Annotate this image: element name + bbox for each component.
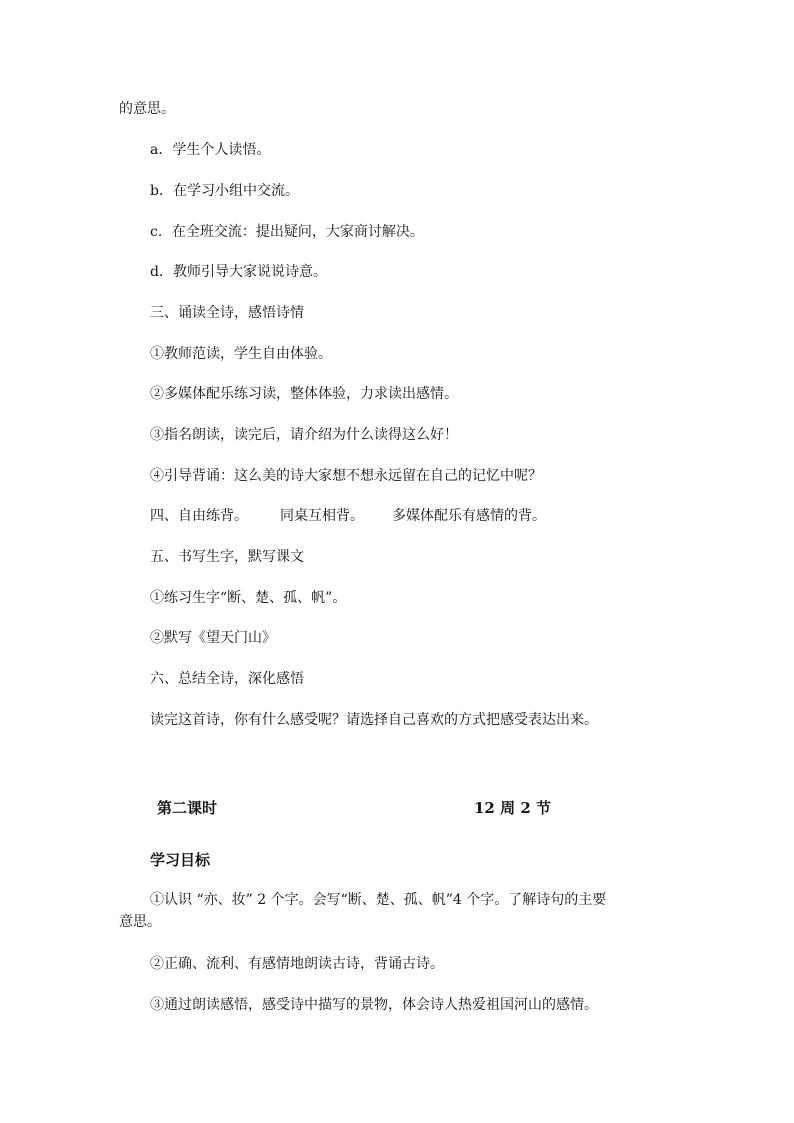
section5-item-2: ②默写《望天门山》 bbox=[150, 630, 276, 646]
section6-heading: 六、总结全诗，深化感悟 bbox=[150, 671, 304, 687]
continuation-text: 的意思。 bbox=[119, 101, 175, 117]
objective-1-line-1: ①认识 “亦、妆” 2 个字。会写“断、楚、孤、帆”4 个字。了解诗句的主要 bbox=[150, 892, 607, 908]
step-c: c．在全班交流：提出疑问，大家商讨解决。 bbox=[150, 224, 424, 240]
objective-2: ②正确、流利、有感情地朗读古诗，背诵古诗。 bbox=[150, 956, 444, 972]
section3-item-2: ②多媒体配乐练习读，整体体验，力求读出感情。 bbox=[150, 386, 458, 402]
section6-text: 读完这首诗，你有什么感受呢？请选择自己喜欢的方式把感受表达出来。 bbox=[150, 712, 598, 728]
section3-item-4: ④引导背诵：这么美的诗大家想不想永远留在自己的记忆中呢？ bbox=[150, 468, 542, 484]
lesson2-title: 第二课时 bbox=[157, 799, 218, 817]
section4-heading: 四、自由练背。 bbox=[150, 508, 248, 524]
section4-part3: 多媒体配乐有感情的背。 bbox=[392, 508, 546, 524]
section3-item-1: ①教师范读，学生自由体验。 bbox=[150, 346, 332, 362]
objectives-heading: 学习目标 bbox=[150, 851, 211, 869]
step-d: d．教师引导大家说说诗意。 bbox=[150, 264, 327, 280]
objective-1-line-2: 意思。 bbox=[119, 914, 161, 930]
lesson2-schedule: 12 周 2 节 bbox=[474, 799, 551, 817]
section5-heading: 五、书写生字，默写课文 bbox=[150, 549, 304, 565]
section3-item-3: ③指名朗读，读完后，请介绍为什么读得这么好！ bbox=[150, 427, 458, 443]
section3-heading: 三、诵读全诗，感悟诗情 bbox=[150, 305, 304, 321]
section5-item-1: ①练习生字“断、楚、孤、帆”。 bbox=[150, 590, 347, 606]
section4-part2: 同桌互相背。 bbox=[280, 508, 364, 524]
objective-3: ③通过朗读感悟，感受诗中描写的景物，体会诗人热爱祖国河山的感情。 bbox=[150, 997, 598, 1013]
step-b: b．在学习小组中交流。 bbox=[150, 183, 299, 199]
step-a: a．学生个人读悟。 bbox=[150, 142, 271, 158]
